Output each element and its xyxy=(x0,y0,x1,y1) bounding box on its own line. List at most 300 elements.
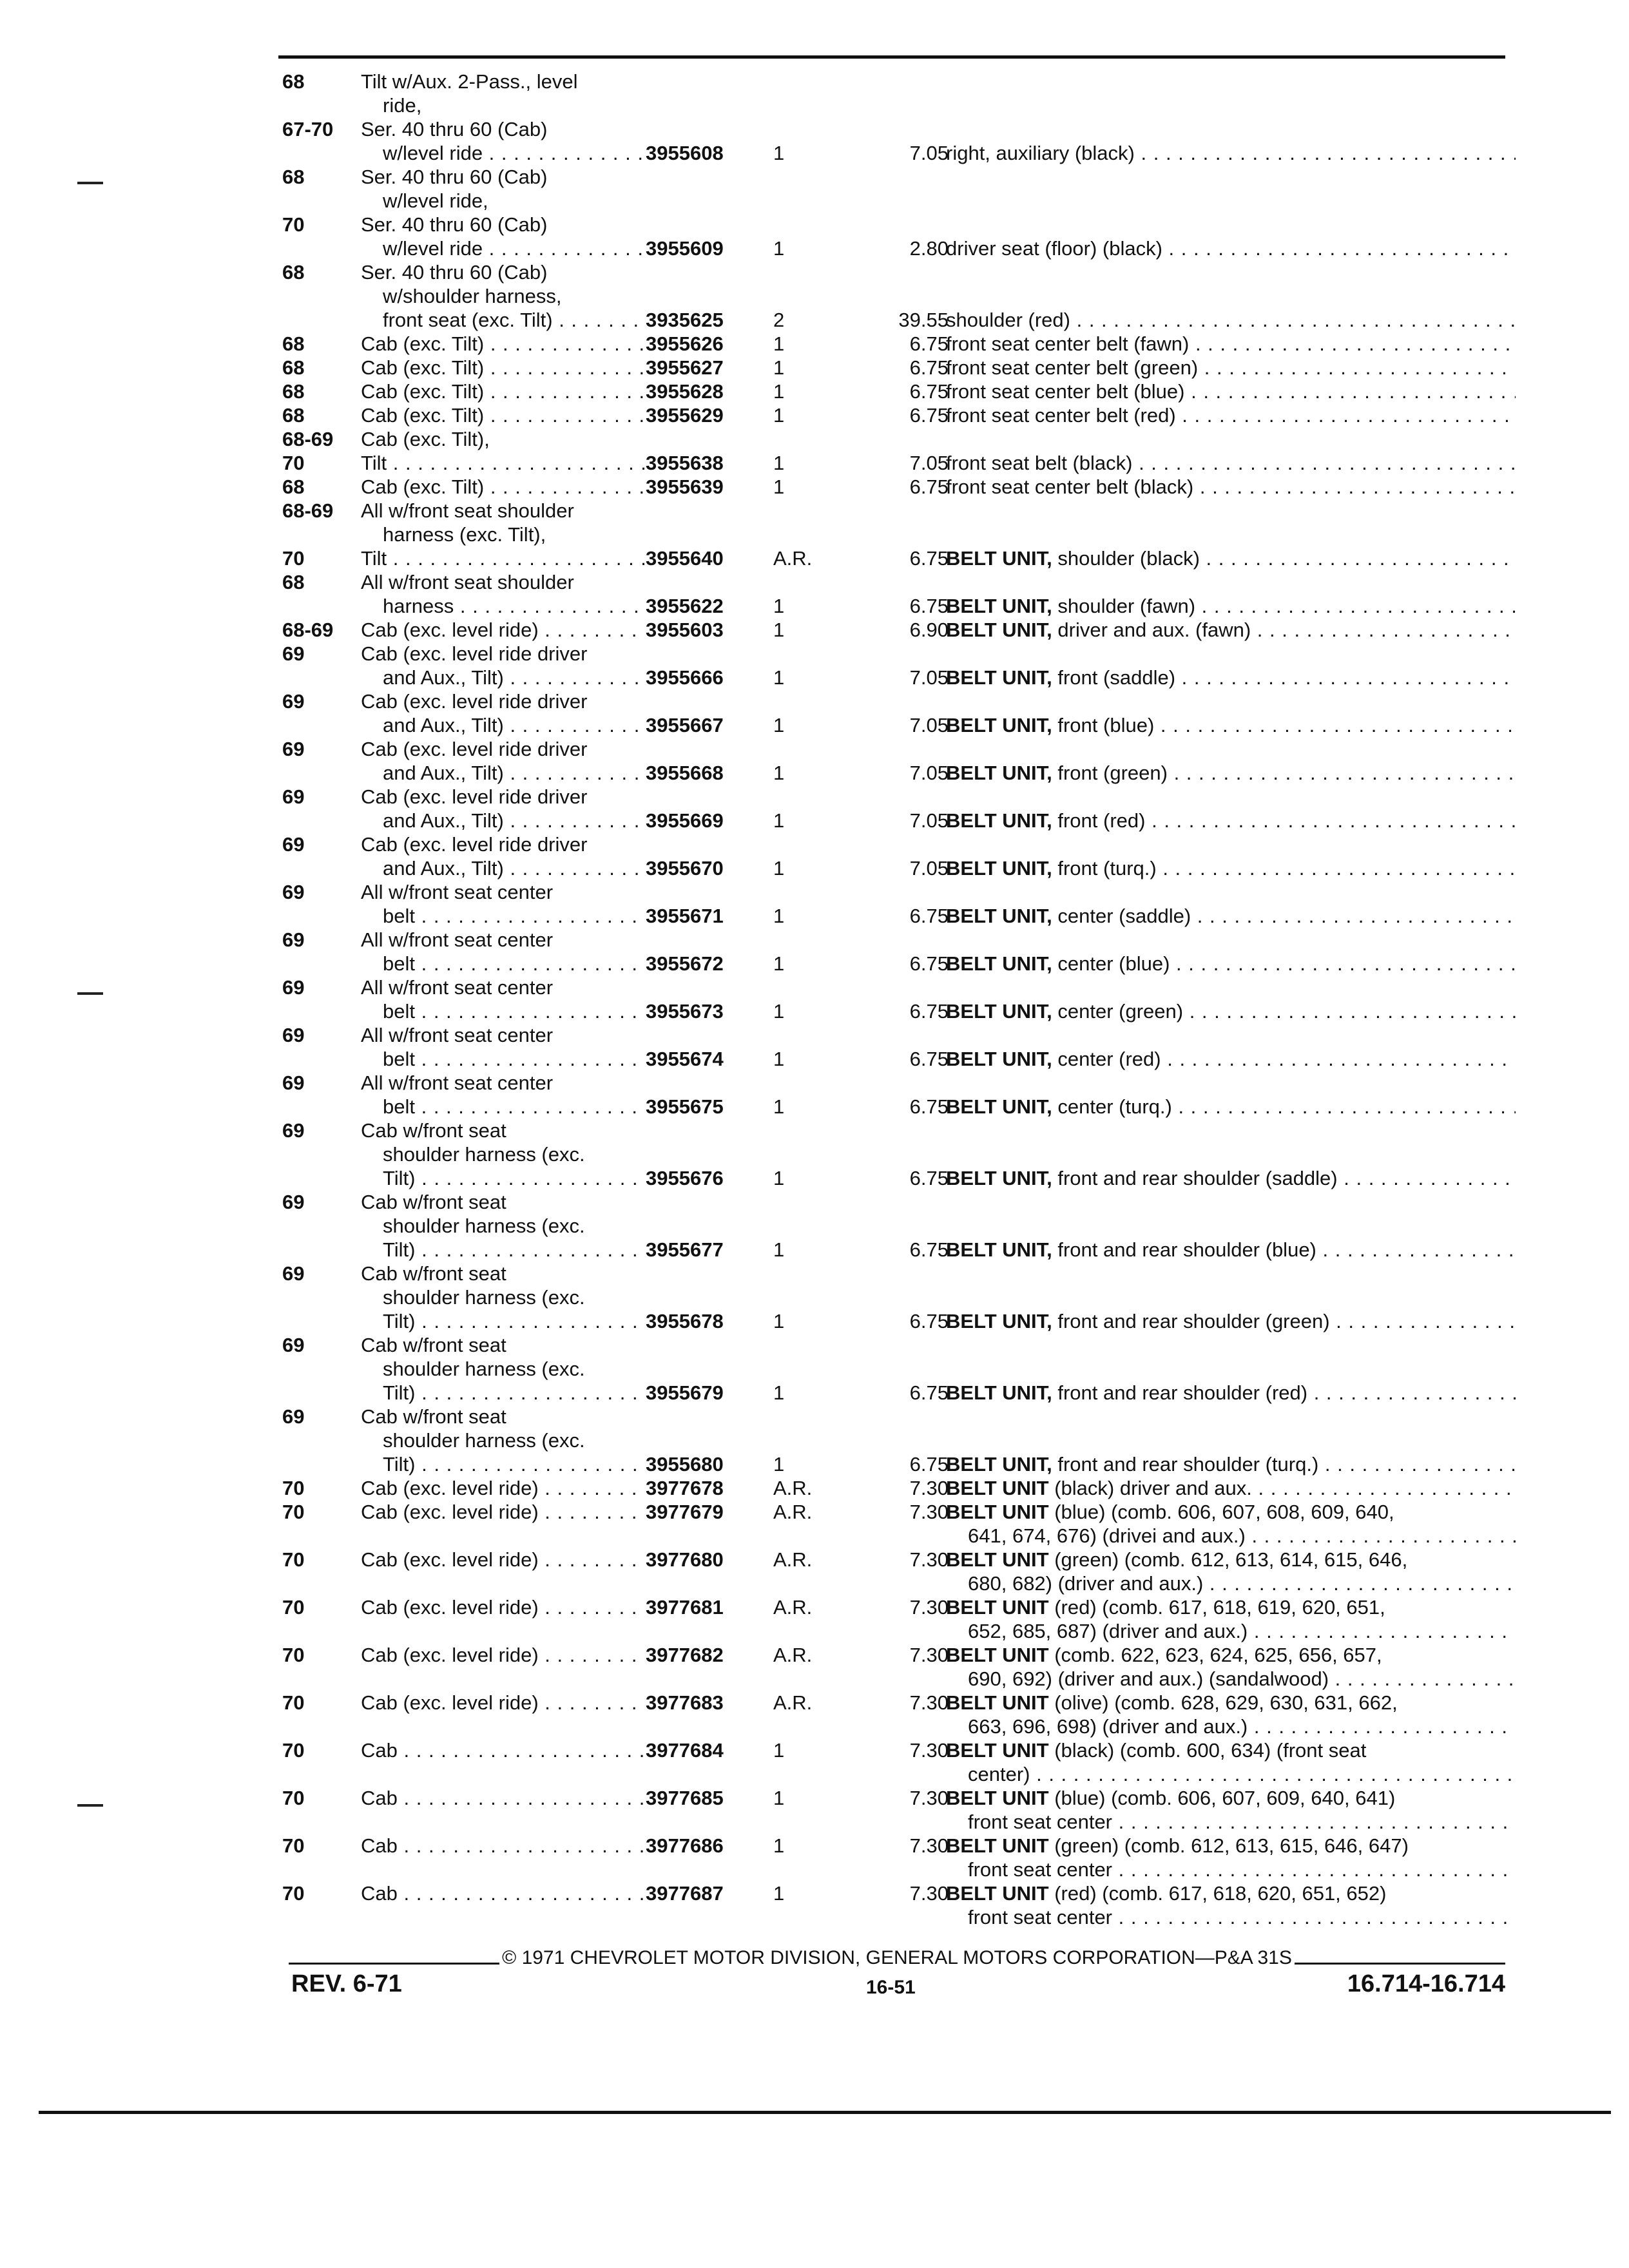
parts-row xyxy=(278,356,1516,380)
quantity: 1 xyxy=(773,1238,785,1261)
list-price: 7.05 xyxy=(909,714,949,736)
application-description xyxy=(361,1881,644,1905)
description-line: and Aux., Tilt) . . . xyxy=(361,713,644,737)
part-name-text: center) xyxy=(968,1763,1030,1785)
part-name-text: center (blue) xyxy=(1057,952,1170,975)
model-year: 69 xyxy=(282,1119,305,1142)
part-name xyxy=(946,594,1516,618)
revision-label: REV. 6-71 xyxy=(291,1970,402,1997)
part-name-line xyxy=(946,475,1516,499)
part-name-text: center (saddle) xyxy=(1057,905,1191,927)
part-name xyxy=(946,1881,1516,1929)
part-name-line xyxy=(946,380,1516,403)
quantity: 1 xyxy=(773,714,785,736)
model-year: 70 xyxy=(282,1691,305,1714)
application-description xyxy=(361,380,644,403)
part-number: 3977680 xyxy=(646,1548,724,1571)
footer-copyright: © 1971 CHEVROLET MOTOR DIVISION, GENERAL MOTORS CORPORATION—P&A 31S xyxy=(502,1947,1292,1968)
part-name xyxy=(946,666,1516,689)
part-name-line xyxy=(946,1095,1516,1119)
application-description xyxy=(361,737,644,785)
part-name-text: driver and aux. (fawn) xyxy=(1057,619,1251,641)
model-year: 70 xyxy=(282,1739,305,1762)
parts-row xyxy=(278,546,1516,570)
part-name xyxy=(946,1047,1516,1071)
application-description xyxy=(361,1548,644,1571)
quantity: 1 xyxy=(773,404,785,427)
part-name-line xyxy=(946,236,1516,260)
parts-row xyxy=(278,260,1516,332)
margin-mark xyxy=(77,182,103,184)
description-line: Cab w/front seat xyxy=(361,1262,506,1285)
part-name-text: (red) (comb. 617, 618, 620, 651, 652) xyxy=(1054,1882,1387,1905)
parts-row xyxy=(278,1786,1516,1834)
part-name-prefix: BELT UNIT, xyxy=(946,595,1052,617)
list-price: 6.75 xyxy=(909,356,949,379)
part-number: 3955627 xyxy=(646,356,724,379)
parts-row xyxy=(278,832,1516,880)
application-description xyxy=(361,570,644,618)
part-name xyxy=(946,1476,1516,1500)
part-name xyxy=(946,380,1516,403)
part-name-line xyxy=(946,1452,1516,1476)
part-name-line xyxy=(946,1786,1516,1810)
description-line: Cab (exc. Tilt) . . . xyxy=(361,380,644,403)
part-name-text: front (green) xyxy=(1057,762,1168,784)
list-price: 6.75 xyxy=(909,1310,949,1332)
quantity: 1 xyxy=(773,380,785,403)
description-line: Cab (exc. level ride driver xyxy=(361,833,588,856)
parts-row xyxy=(278,618,1516,642)
part-name-line xyxy=(946,1619,1516,1643)
part-name xyxy=(946,1095,1516,1119)
part-number: 3955677 xyxy=(646,1238,724,1261)
part-name-text: (blue) (comb. 606, 607, 608, 609, 640, xyxy=(1054,1501,1394,1523)
part-name-prefix: BELT UNIT xyxy=(946,1787,1049,1809)
description-line: shoulder harness (exc. xyxy=(383,1143,585,1166)
description-line: Ser. 40 thru 60 (Cab) xyxy=(361,213,548,236)
model-year: 69 xyxy=(282,928,305,951)
model-year: 70 xyxy=(282,1596,305,1619)
parts-row xyxy=(278,928,1516,975)
application-description xyxy=(361,1476,644,1500)
quantity: A.R. xyxy=(773,1501,813,1523)
quantity: 1 xyxy=(773,1787,785,1809)
parts-row xyxy=(278,737,1516,785)
part-name-text: center (red) xyxy=(1057,1048,1161,1070)
parts-row xyxy=(278,570,1516,618)
part-name-line xyxy=(946,761,1516,785)
application-description xyxy=(361,1190,644,1262)
part-number: 3977679 xyxy=(646,1501,724,1523)
description-line: Tilt) . . . xyxy=(361,1309,644,1333)
part-name-text: (green) (comb. 612, 613, 614, 615, 646, xyxy=(1054,1548,1408,1571)
list-price: 6.75 xyxy=(909,905,949,927)
part-name-line xyxy=(946,1738,1516,1762)
description-line: w/shoulder harness, xyxy=(383,285,562,307)
part-name xyxy=(946,1548,1516,1595)
model-year: 70 xyxy=(282,1882,305,1905)
part-name-line xyxy=(946,1810,1516,1834)
part-name-text: 680, 682) (driver and aux.) xyxy=(968,1572,1204,1595)
part-name-prefix: BELT UNIT, xyxy=(946,1167,1052,1189)
quantity: 1 xyxy=(773,595,785,617)
list-price: 6.75 xyxy=(909,1048,949,1070)
parts-row xyxy=(278,427,1516,451)
part-name-line xyxy=(946,1881,1516,1905)
list-price: 7.30 xyxy=(909,1548,949,1571)
part-number: 3955669 xyxy=(646,809,724,832)
part-name-line xyxy=(946,1834,1516,1858)
application-description xyxy=(361,356,644,380)
part-name-line xyxy=(946,1500,1516,1524)
description-line: Cab (exc. level ride) . . . xyxy=(361,1643,644,1667)
description-line: Cab (exc. level ride driver xyxy=(361,642,588,665)
part-name-line xyxy=(946,809,1516,832)
parts-row xyxy=(278,975,1516,1023)
part-name xyxy=(946,952,1516,975)
part-name xyxy=(946,403,1516,427)
part-name-text: front (saddle) xyxy=(1057,666,1176,689)
part-name-text: front seat center belt (red) xyxy=(946,404,1176,427)
part-name-prefix: BELT UNIT, xyxy=(946,666,1052,689)
description-line: Ser. 40 thru 60 (Cab) xyxy=(361,166,548,188)
part-number: 3955629 xyxy=(646,404,724,427)
part-name-text: shoulder (red) xyxy=(946,309,1070,331)
quantity: A.R. xyxy=(773,547,813,570)
part-name xyxy=(946,1381,1516,1405)
part-name-prefix: BELT UNIT, xyxy=(946,1381,1052,1404)
part-name-text: (black) driver and aux. xyxy=(1054,1477,1252,1499)
quantity: 1 xyxy=(773,666,785,689)
list-price: 6.75 xyxy=(909,547,949,570)
part-name-text: (blue) (comb. 606, 607, 609, 640, 641) xyxy=(1054,1787,1396,1809)
model-year: 70 xyxy=(282,1548,305,1571)
description-line: harness . . . xyxy=(361,594,644,618)
quantity: 1 xyxy=(773,857,785,879)
model-year: 69 xyxy=(282,1262,305,1285)
description-line: Cab . . . xyxy=(361,1786,644,1810)
description-line: Tilt) . . . xyxy=(361,1238,644,1262)
application-description xyxy=(361,499,644,546)
application-description xyxy=(361,260,644,332)
model-year: 69 xyxy=(282,785,305,808)
part-name-line xyxy=(946,1047,1516,1071)
part-name-line xyxy=(946,1381,1516,1405)
part-name-text: 663, 696, 698) (driver and aux.) xyxy=(968,1715,1248,1738)
part-number: 3977683 xyxy=(646,1691,724,1714)
part-name-prefix: BELT UNIT, xyxy=(946,619,1052,641)
parts-row xyxy=(278,332,1516,356)
list-price: 6.75 xyxy=(909,1381,949,1404)
bottom-rule xyxy=(39,2111,1611,2114)
quantity: 1 xyxy=(773,1834,785,1857)
part-number: 3977682 xyxy=(646,1644,724,1666)
part-number: 3955673 xyxy=(646,1000,724,1023)
application-description xyxy=(361,1333,644,1405)
quantity: 1 xyxy=(773,1381,785,1404)
part-name-prefix: BELT UNIT, xyxy=(946,714,1052,736)
part-name-line xyxy=(946,1905,1516,1929)
part-number: 3955679 xyxy=(646,1381,724,1404)
part-name xyxy=(946,1166,1516,1190)
description-line: Cab (exc. level ride) . . . xyxy=(361,1500,644,1524)
part-name-text: front and rear shoulder (blue) xyxy=(1057,1238,1316,1261)
quantity: A.R. xyxy=(773,1691,813,1714)
part-name-prefix: BELT UNIT xyxy=(946,1739,1049,1762)
model-year: 70 xyxy=(282,1644,305,1666)
part-name xyxy=(946,1738,1516,1786)
part-number: 3955603 xyxy=(646,619,724,641)
application-description xyxy=(361,117,644,165)
part-name-text: right, auxiliary (black) xyxy=(946,142,1135,164)
parts-row xyxy=(278,1643,1516,1691)
list-price: 7.30 xyxy=(909,1596,949,1619)
part-name-line xyxy=(946,1166,1516,1190)
part-name-line xyxy=(946,1548,1516,1571)
application-description xyxy=(361,928,644,975)
application-description xyxy=(361,427,644,451)
part-name xyxy=(946,1786,1516,1834)
part-number: 3955678 xyxy=(646,1310,724,1332)
margin-mark xyxy=(77,1804,103,1807)
part-name-text: front seat center belt (blue) xyxy=(946,380,1185,403)
description-line: All w/front seat center xyxy=(361,1024,554,1046)
part-name xyxy=(946,332,1516,356)
application-description xyxy=(361,546,644,570)
application-description xyxy=(361,1834,644,1858)
parts-row xyxy=(278,1333,1516,1405)
part-name xyxy=(946,809,1516,832)
quantity: A.R. xyxy=(773,1596,813,1619)
part-name-line xyxy=(946,1667,1516,1691)
application-description xyxy=(361,403,644,427)
description-line: Ser. 40 thru 60 (Cab) xyxy=(361,261,548,284)
application-description xyxy=(361,451,644,475)
quantity: 1 xyxy=(773,332,785,355)
catalog-number: 16.714-16.714 xyxy=(1347,1970,1505,1997)
list-price: 6.75 xyxy=(909,1095,949,1118)
footer-rule-right xyxy=(1295,1963,1505,1965)
part-name-text: front seat center xyxy=(968,1811,1113,1833)
part-number: 3955626 xyxy=(646,332,724,355)
part-name-text: front seat belt (black) xyxy=(946,452,1133,474)
part-name-prefix: BELT UNIT, xyxy=(946,1048,1052,1070)
part-name-text: (comb. 622, 623, 624, 625, 656, 657, xyxy=(1054,1644,1382,1666)
parts-row xyxy=(278,785,1516,832)
part-name-prefix: BELT UNIT xyxy=(946,1548,1049,1571)
model-year: 68-69 xyxy=(282,428,334,450)
description-line: Ser. 40 thru 60 (Cab) xyxy=(361,118,548,140)
part-name-line xyxy=(946,713,1516,737)
parts-row xyxy=(278,642,1516,689)
part-name-line xyxy=(946,904,1516,928)
quantity: 1 xyxy=(773,905,785,927)
part-number: 3955628 xyxy=(646,380,724,403)
model-year: 70 xyxy=(282,547,305,570)
list-price: 7.05 xyxy=(909,142,949,164)
description-line: Cab w/front seat xyxy=(361,1119,506,1142)
part-name-text: front (blue) xyxy=(1057,714,1155,736)
list-price: 6.75 xyxy=(909,1167,949,1189)
part-name xyxy=(946,1452,1516,1476)
list-price: 7.30 xyxy=(909,1739,949,1762)
model-year: 70 xyxy=(282,452,305,474)
description-line: Cab . . . xyxy=(361,1834,644,1858)
description-line: All w/front seat center xyxy=(361,881,554,903)
model-year: 69 xyxy=(282,690,305,713)
description-line: Cab (exc. level ride) . . . xyxy=(361,1595,644,1619)
application-description xyxy=(361,70,644,117)
part-number: 3977681 xyxy=(646,1596,724,1619)
part-name-line xyxy=(946,856,1516,880)
part-number: 3955680 xyxy=(646,1453,724,1475)
part-name-line xyxy=(946,999,1516,1023)
part-name-text: (red) (comb. 617, 618, 619, 620, 651, xyxy=(1054,1596,1385,1619)
part-name xyxy=(946,856,1516,880)
list-price: 7.30 xyxy=(909,1882,949,1905)
list-price: 7.30 xyxy=(909,1787,949,1809)
part-number: 3955672 xyxy=(646,952,724,975)
part-number: 3955666 xyxy=(646,666,724,689)
quantity: 1 xyxy=(773,809,785,832)
part-name-text: (black) (comb. 600, 634) (front seat xyxy=(1054,1739,1367,1762)
part-name xyxy=(946,1500,1516,1548)
parts-row xyxy=(278,1023,1516,1071)
part-name-text: front seat center belt (black) xyxy=(946,476,1194,498)
quantity: 1 xyxy=(773,1167,785,1189)
description-line: Cab (exc. level ride driver xyxy=(361,785,588,808)
application-description xyxy=(361,1691,644,1715)
part-number: 3935625 xyxy=(646,309,724,331)
part-name xyxy=(946,356,1516,380)
description-line: Tilt . . . xyxy=(361,546,644,570)
description-line: belt . . . xyxy=(361,1095,644,1119)
parts-row xyxy=(278,1738,1516,1786)
application-description xyxy=(361,1500,644,1524)
description-line: shoulder harness (exc. xyxy=(383,1286,585,1309)
footer-copyright-line xyxy=(289,1947,1505,1969)
part-name-text: 641, 674, 676) (drivei and aux.) xyxy=(968,1524,1246,1547)
parts-row xyxy=(278,1476,1516,1500)
part-name-text: shoulder (fawn) xyxy=(1057,595,1196,617)
quantity: 1 xyxy=(773,1095,785,1118)
quantity: 1 xyxy=(773,142,785,164)
part-name xyxy=(946,1643,1516,1691)
part-name-line xyxy=(946,141,1516,165)
footer-rule-left xyxy=(289,1963,499,1965)
description-line: harness (exc. Tilt), xyxy=(383,523,546,546)
application-description xyxy=(361,1595,644,1619)
application-description xyxy=(361,618,644,642)
quantity: 1 xyxy=(773,356,785,379)
description-line: Cab (exc. Tilt) . . . xyxy=(361,403,644,427)
part-name-text: front seat center xyxy=(968,1858,1113,1881)
parts-row xyxy=(278,165,1516,213)
part-name-line xyxy=(946,1643,1516,1667)
list-price: 6.75 xyxy=(909,1238,949,1261)
part-name-prefix: BELT UNIT, xyxy=(946,809,1052,832)
part-name-line xyxy=(946,594,1516,618)
description-line: belt . . . xyxy=(361,999,644,1023)
part-name-text: front and rear shoulder (saddle) xyxy=(1057,1167,1338,1189)
list-price: 2.80 xyxy=(909,237,949,260)
part-name-prefix: BELT UNIT, xyxy=(946,1238,1052,1261)
part-name-text: (olive) (comb. 628, 629, 630, 631, 662, xyxy=(1054,1691,1398,1714)
quantity: 1 xyxy=(773,1453,785,1475)
parts-row xyxy=(278,213,1516,260)
model-year: 67-70 xyxy=(282,118,334,140)
description-line: ride, xyxy=(383,94,422,117)
application-description xyxy=(361,1262,644,1333)
model-year: 70 xyxy=(282,1834,305,1857)
description-line: All w/front seat shoulder xyxy=(361,499,574,522)
description-line: Cab (exc. Tilt) . . . xyxy=(361,332,644,356)
description-line: shoulder harness (exc. xyxy=(383,1215,585,1237)
part-name-prefix: BELT UNIT, xyxy=(946,857,1052,879)
model-year: 70 xyxy=(282,1787,305,1809)
description-line: Tilt) . . . xyxy=(361,1166,644,1190)
parts-row xyxy=(278,380,1516,403)
part-number: 3955608 xyxy=(646,142,724,164)
description-line: Tilt) . . . xyxy=(361,1452,644,1476)
parts-row xyxy=(278,1262,1516,1333)
list-price: 7.05 xyxy=(909,666,949,689)
description-line: and Aux., Tilt) . . . xyxy=(361,666,644,689)
part-name-prefix: BELT UNIT xyxy=(946,1477,1049,1499)
description-line: w/level ride . . . xyxy=(361,236,644,260)
description-line: All w/front seat shoulder xyxy=(361,571,574,593)
part-name xyxy=(946,308,1516,332)
part-name xyxy=(946,236,1516,260)
quantity: 1 xyxy=(773,237,785,260)
application-description xyxy=(361,1023,644,1071)
parts-row xyxy=(278,117,1516,165)
description-line: All w/front seat center xyxy=(361,1072,554,1094)
parts-row xyxy=(278,1071,1516,1119)
part-name-line xyxy=(946,1595,1516,1619)
part-name-prefix: BELT UNIT, xyxy=(946,952,1052,975)
part-name-prefix: BELT UNIT, xyxy=(946,905,1052,927)
part-name-text: driver seat (floor) (black) xyxy=(946,237,1162,260)
model-year: 69 xyxy=(282,1024,305,1046)
list-price: 7.05 xyxy=(909,857,949,879)
margin-mark xyxy=(77,992,103,995)
application-description xyxy=(361,1643,644,1667)
part-name-text: front and rear shoulder (green) xyxy=(1057,1310,1330,1332)
list-price: 6.75 xyxy=(909,1453,949,1475)
parts-row xyxy=(278,1691,1516,1738)
description-line: Cab w/front seat xyxy=(361,1191,506,1213)
quantity: 1 xyxy=(773,1739,785,1762)
parts-row xyxy=(278,451,1516,475)
part-number: 3977686 xyxy=(646,1834,724,1857)
part-name-prefix: BELT UNIT xyxy=(946,1644,1049,1666)
list-price: 7.30 xyxy=(909,1477,949,1499)
list-price: 7.30 xyxy=(909,1644,949,1666)
part-name-text: (green) (comb. 612, 613, 615, 646, 647) xyxy=(1054,1834,1409,1857)
application-description xyxy=(361,832,644,880)
description-line: and Aux., Tilt) . . . xyxy=(361,856,644,880)
part-name-line xyxy=(946,952,1516,975)
model-year: 68 xyxy=(282,404,305,427)
part-number: 3955640 xyxy=(646,547,724,570)
description-line: Cab (exc. Tilt) . . . xyxy=(361,356,644,380)
parts-row xyxy=(278,689,1516,737)
part-name-prefix: BELT UNIT xyxy=(946,1882,1049,1905)
list-price: 7.05 xyxy=(909,452,949,474)
application-description xyxy=(361,880,644,928)
